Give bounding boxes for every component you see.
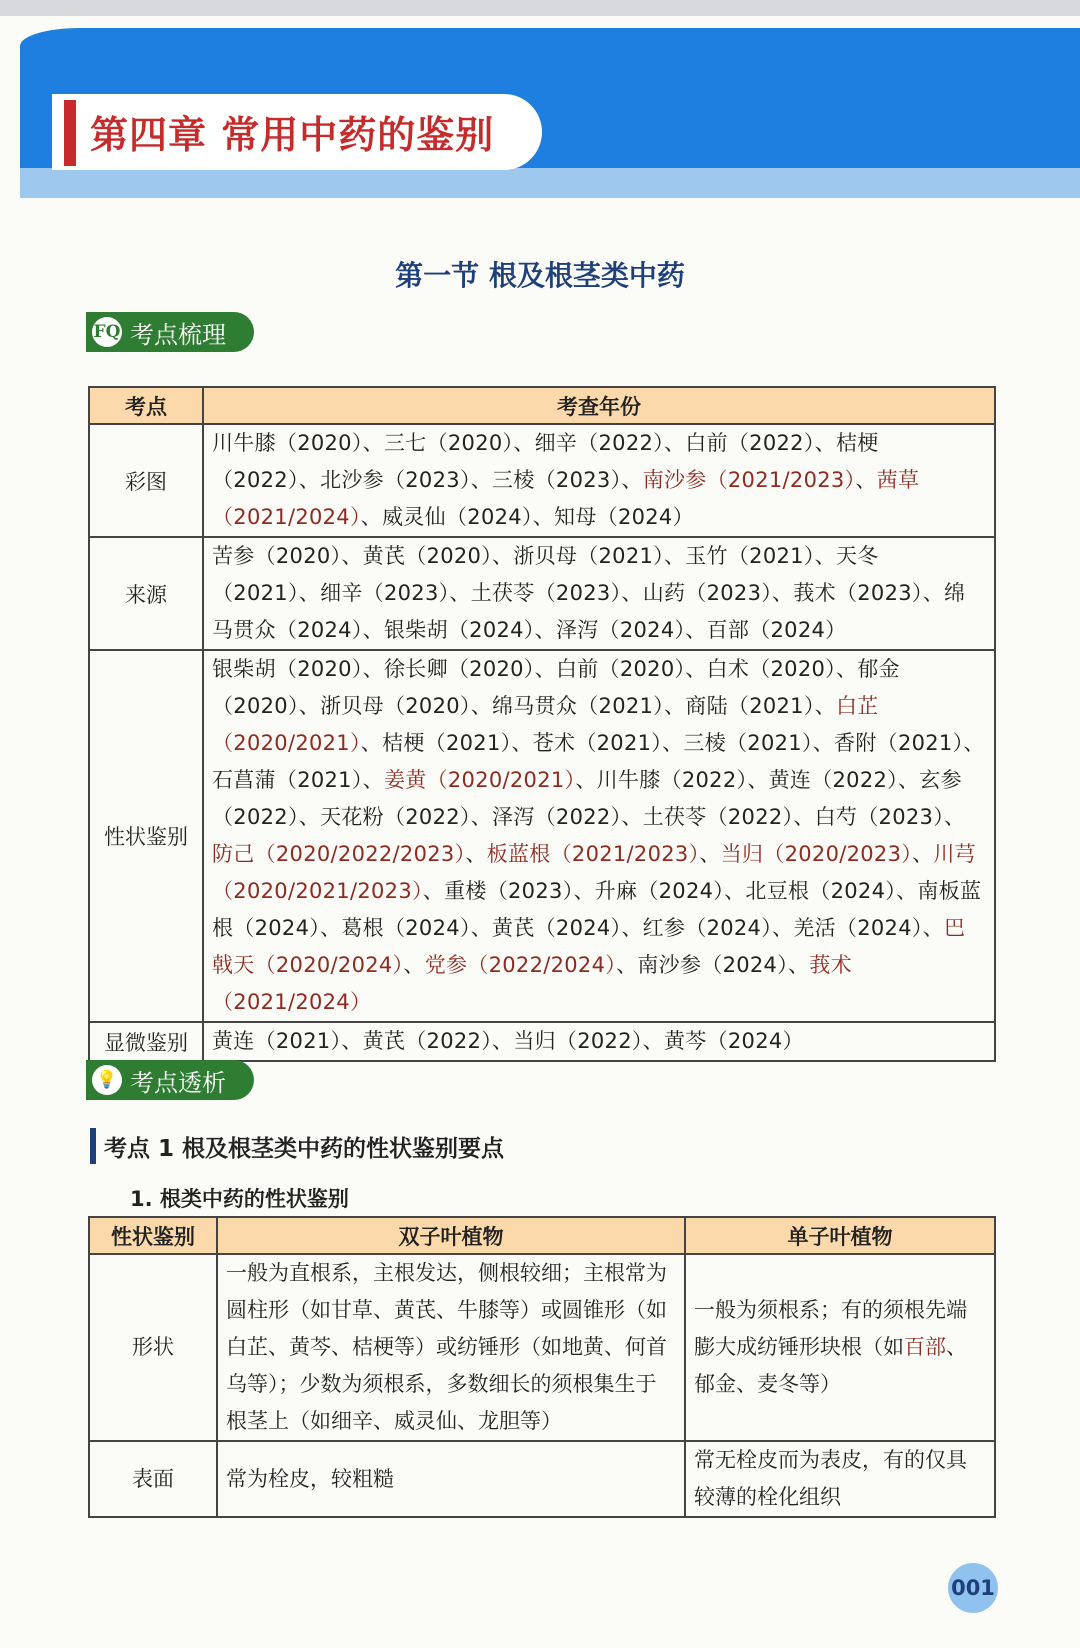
badge-review-label: 考点梳理 [130,320,226,349]
exam-item: 升麻（2024） [594,879,725,903]
exam-item: 黄连（2021） [212,1029,342,1053]
exam-item: 南板蓝根（2024） [212,879,982,940]
row-years-list: 银柴胡（2020）、徐长卿（2020）、白前（2020）、白术（2020）、郁金（2020）、浙贝母（2020）、绵马贯众（2021）、商陆（2021）、白芷（2020/2021）、桔梗（2021）、苍术（2021）、三棱（2021）、香附（2021）、石菖蒲（2021）、姜黄（2020/2021）、川牛膝（2022）、黄连（2022）、玄参（2022）、天花粉（2022）、泽泻（2022）、土茯苓（2022）、白芍（2023）、防己（2020/2022/2023）、板蓝根（2021/2023）、当归（2020/2023）、川芎（2020/2021/2023）、重楼（2023）、升麻（2024）、北豆根（2024）、南板蓝根（2024）、葛根（2024）、黄芪（2024）、红参（2024）、羌活（2024）、巴戟天（2020/2024）、党参（2022/2024）、南沙参（2024）、莪术（2021/2024） [203,650,995,1022]
dicot-shape: 一般为直根系，主根发达，侧根较细；主根常为圆柱形（如甘草、黄芪、牛膝等）或圆锥形（如白芷、黄芩、桔梗等）或纺锤形（如地黄、何首乌等）；少数为须根系，多数细长的须根集生于根茎上（如细辛、威灵仙、龙胆等） [217,1254,685,1441]
exam-item: 百部（2024） [706,618,847,642]
exam-item: 黄芪（2024） [492,916,622,940]
exam-item: 重楼（2023） [444,879,574,903]
row-key: 显微鉴别 [89,1022,203,1061]
exam-item: 玄参（2022） [212,768,962,829]
table-row [89,424,995,537]
exam-item: 苦参（2020） [212,544,342,568]
exam-item: 知母（2024） [554,505,694,529]
exam-item: 三七（2020） [383,431,514,455]
lightbulb-icon: 💡 [92,1065,122,1095]
exam-item: 山药（2023） [642,581,773,605]
exam-item: 板蓝根（2021/2023） [486,842,700,866]
exam-item: 苍术（2021） [532,731,663,755]
monocot-surface: 常无栓皮而为表皮，有的仅具较薄的栓化组织 [685,1441,995,1517]
exam-item: 绵马贯众（2021） [492,694,664,718]
chapter-accent-bar [64,100,76,166]
table1-header-years: 考查年份 [203,387,995,424]
exam-item: 细辛（2023） [320,581,450,605]
table-row [89,650,995,1022]
row-key: 来源 [89,537,203,650]
exam-item: 巴戟天（2020/2024） [212,916,966,977]
exam-item: 川芎（2020/2021/2023） [212,842,976,903]
kaodian-accent-bar [90,1128,96,1164]
exam-item: 黄连（2022） [768,768,898,792]
exam-item: 川牛膝（2020） [212,431,363,455]
exam-item: 莪术（2023） [793,581,923,605]
exam-years-table [88,386,996,1062]
exam-item: 羌活（2024） [793,916,923,940]
exam-item: 徐长卿（2020） [383,657,535,681]
exam-item: 三棱（2023） [492,468,622,492]
exam-item: 葛根（2024） [341,916,471,940]
row-years-list: 川牛膝（2020）、三七（2020）、细辛（2022）、白前（2022）、桔梗（2022）、北沙参（2023）、三棱（2023）、南沙参（2021/2023）、茜草（2021/2024）、威灵仙（2024）、知母（2024） [203,424,995,537]
exam-item: 黄芩（2024） [663,1029,804,1053]
row-years-list: 黄连（2021）、黄芪（2022）、当归（2022）、黄芩（2024） [203,1022,995,1061]
exam-item: 细辛（2022） [534,431,664,455]
monocot-shape: 一般为须根系；有的须根先端膨大成纺锤形块根（如百部、郁金、麦冬等） [685,1254,995,1441]
exam-item: 红参（2024） [642,916,773,940]
feature-surface: 表面 [89,1441,217,1517]
exam-item: 当归（2022） [513,1029,643,1053]
exam-item: 石菖蒲（2021） [212,768,363,792]
root-identification-table [88,1216,996,1518]
badge-analysis [86,1060,254,1100]
exam-item: 川牛膝（2022） [596,768,748,792]
row-key: 性状鉴别 [89,650,203,1022]
exam-item: 莪术（2021/2024） [212,953,852,1014]
subsection-title: 1. 根类中药的性状鉴别 [130,1187,349,1211]
exam-item: 白前（2022） [685,431,815,455]
page-number: 001 [948,1563,998,1613]
table2-header-dicot: 双子叶植物 [217,1217,685,1254]
exam-item: 银柴胡（2020） [212,657,363,681]
feature-shape: 形状 [89,1254,217,1441]
exam-item: 党参（2022/2024） [424,953,617,977]
exam-item: 玉竹（2021） [685,544,815,568]
exam-item: 天冬（2021） [212,544,879,605]
exam-item: 银柴胡（2024） [383,618,535,642]
exam-item: 土茯苓（2023） [470,581,622,605]
exam-item: 土茯苓（2022） [642,805,794,829]
exam-item: 浙贝母（2020） [320,694,471,718]
exam-item: 北沙参（2023） [320,468,471,492]
table2-header-feature: 性状鉴别 [89,1217,217,1254]
exam-item: 桔梗（2022） [212,431,879,492]
top-strip [0,0,1080,16]
exam-item: 商陆（2021） [685,694,815,718]
section-title: 第一节 根及根茎类中药 [395,259,685,292]
table2-header-monocot: 单子叶植物 [685,1217,995,1254]
kaodian-title: 考点 1 根及根茎类中药的性状鉴别要点 [104,1136,505,1162]
chapter-title: 第四章 常用中药的鉴别 [90,112,495,157]
exam-item: 南沙参（2021/2023） [642,468,856,492]
highlight-text: 百部 [904,1335,946,1359]
exam-item: 白芍（2023） [814,805,944,829]
exam-item: 郁金（2020） [212,657,900,718]
table-row [89,1022,995,1061]
row-years-list: 苦参（2020）、黄芪（2020）、浙贝母（2021）、玉竹（2021）、天冬（2021）、细辛（2023）、土茯苓（2023）、山药（2023）、莪术（2023）、绵马贯众（2024）、银柴胡（2024）、泽泻（2024）、百部（2024） [203,537,995,650]
exam-item: 北豆根（2024） [745,879,897,903]
exam-item: 绵马贯众（2024） [212,581,966,642]
exam-item: 威灵仙（2024） [382,505,533,529]
exam-item: 三棱（2021） [683,731,813,755]
exam-item: 桔梗（2021） [382,731,512,755]
table-row [89,1254,995,1441]
exam-item: 茜草（2021/2024） [212,468,920,529]
table-row [89,1441,995,1517]
exam-item: 南沙参（2024） [637,953,789,977]
exam-item: 白芷（2020/2021） [212,694,879,755]
exam-item: 浙贝母（2021） [513,544,664,568]
exam-item: 当归（2020/2023） [720,842,913,866]
exam-item: 黄芪（2022） [362,1029,492,1053]
exam-item: 黄芪（2020） [362,544,492,568]
exam-item: 白前（2020） [555,657,686,681]
badge-review [86,312,254,352]
table-row [89,537,995,650]
exam-item: 防己（2020/2022/2023） [212,842,466,866]
row-key: 彩图 [89,424,203,537]
review-icon: FQ [92,317,122,347]
exam-item: 姜黄（2020/2021） [383,768,576,792]
table1-header-point: 考点 [89,387,203,424]
badge-analysis-label: 考点透析 [130,1068,226,1097]
exam-item: 天花粉（2022） [320,805,471,829]
exam-item: 香附（2021） [834,731,964,755]
exam-item: 泽泻（2024） [555,618,686,642]
exam-item: 白术（2020） [706,657,836,681]
exam-item: 泽泻（2022） [492,805,622,829]
dicot-surface: 常为栓皮，较粗糙 [217,1441,685,1517]
